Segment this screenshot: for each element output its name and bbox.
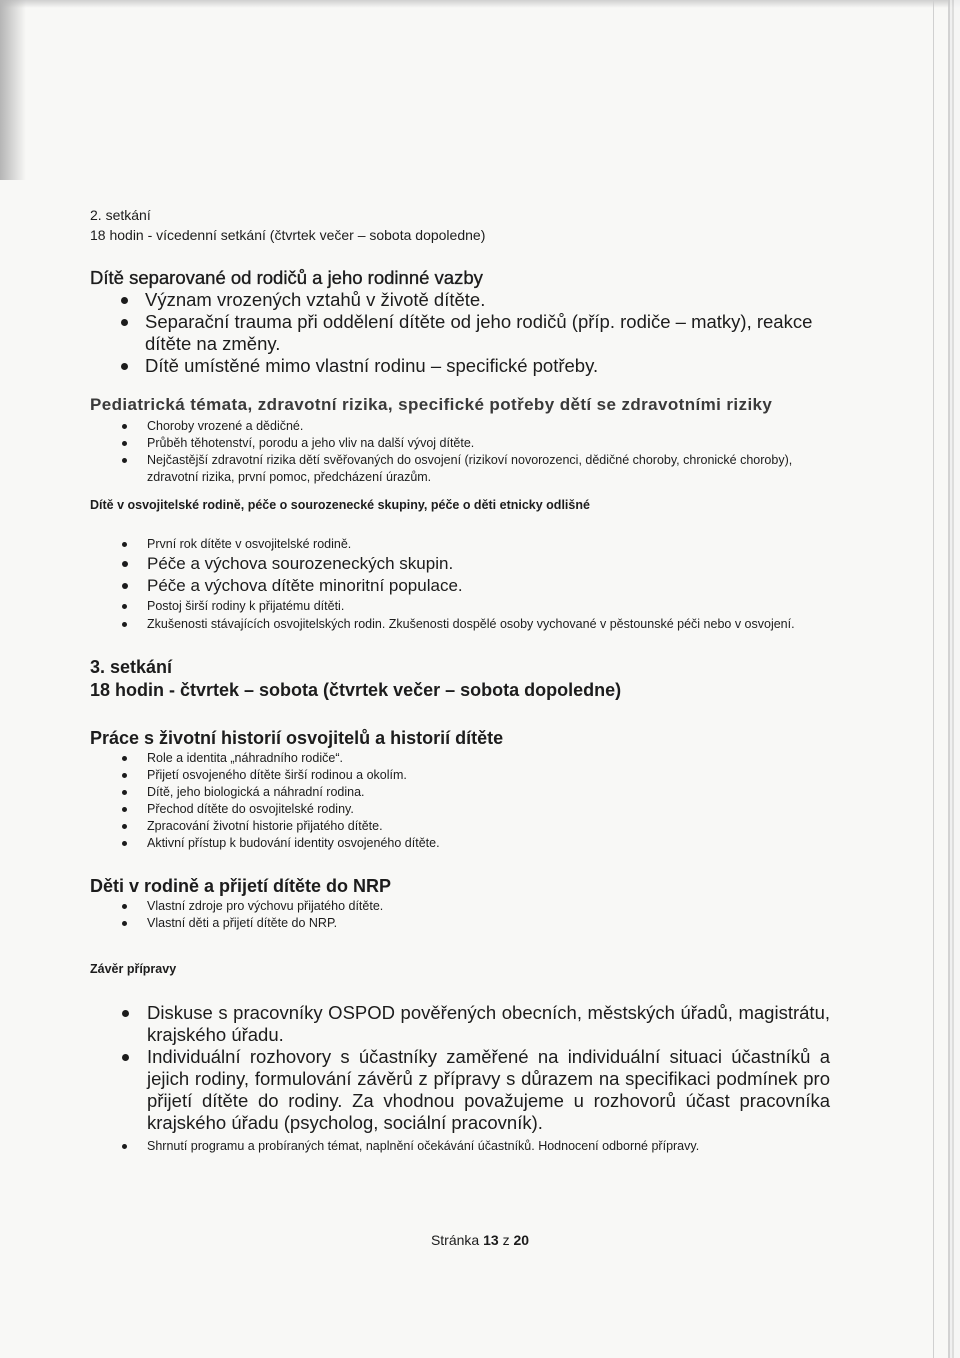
session-2-hours: 18 hodin - vícedenní setkání (čtvrtek večer – sobota dopoledne) bbox=[90, 227, 486, 243]
list-item: Dítě, jeho biologická a náhradní rodina. bbox=[147, 784, 830, 801]
section-foster-family-title: Dítě v osvojitelské rodině, péče o sourozenecké skupiny, péče o děti etnicky odlišné bbox=[90, 498, 590, 512]
section-pediatric-title: Pediatrická témata, zdravotní rizika, specifické potřeby dětí se zdravotními riziky bbox=[90, 395, 773, 414]
session-3-hours: 18 hodin - čtvrtek – sobota (čtvrtek večer – sobota dopoledne) bbox=[90, 680, 622, 700]
page-footer bbox=[0, 1232, 960, 1248]
session-3-number: 3. setkání bbox=[90, 657, 173, 677]
list-item: Průběh těhotenství, porodu a jeho vliv na další vývoj dítěte. bbox=[147, 435, 830, 452]
page-label: Stránka bbox=[430, 1232, 480, 1248]
list-item: Shrnutí programu a probíraných témat, naplnění očekávání účastníků. Hodnocení odborné přípravy. bbox=[147, 1137, 830, 1155]
list-item: Zpracování životní historie přijatého dítěte. bbox=[147, 818, 830, 835]
separated-child-list bbox=[145, 289, 830, 377]
list-item: Dítě umístěné mimo vlastní rodinu – specifické potřeby. bbox=[145, 355, 830, 377]
list-item: Nejčastější zdravotní rizika dětí svěřovaných do osvojení (rizikoví novorozenci, dědičné choroby, chronické choroby), zdravotní rizika, první pomoc, předcházení úrazům. bbox=[147, 452, 830, 486]
list-item: Přechod dítěte do osvojitelské rodiny. bbox=[147, 801, 830, 818]
list-item: Diskuse s pracovníky OSPOD pověřených obecních, městských úřadů, magistrátu, krajského úřadu. bbox=[147, 1002, 830, 1045]
list-item: Aktivní přístup k budování identity osvojeného dítěte. bbox=[147, 835, 830, 852]
page-of: z bbox=[502, 1232, 510, 1248]
scan-edge-left bbox=[0, 0, 26, 180]
list-item: Vlastní zdroje pro výchovu přijatého dítěte. bbox=[147, 898, 830, 915]
list-item: Individuální rozhovory s účastníky zaměřené na individuální situaci účastníků a jejich rodiny, formulování závěrů z přípravy s důrazem na specifikaci podmínek pro přijetí dítěte do rodiny. Za vhodnou považujeme u rozhovorů účast pracovníka krajského úřadu (psycholog, sociální pracovník). bbox=[147, 1046, 830, 1133]
list-item: Postoj širší rodiny k přijatému dítěti. bbox=[147, 597, 830, 615]
scan-edge-right bbox=[948, 0, 960, 1358]
children-list bbox=[147, 898, 830, 932]
section-separated-child-title: Dítě separované od rodičů a jeho rodinné vazby bbox=[90, 267, 483, 288]
list-item: První rok dítěte v osvojitelské rodině. bbox=[147, 535, 830, 553]
conclusion-list bbox=[147, 1002, 830, 1155]
session-2-header bbox=[90, 205, 830, 245]
list-item: Význam vrozených vztahů v životě dítěte. bbox=[145, 289, 830, 311]
list-item: Role a identita „náhradního rodiče“. bbox=[147, 750, 830, 767]
section-conclusion-title: Závěr přípravy bbox=[90, 962, 177, 976]
list-item: Vlastní děti a přijetí dítěte do NRP. bbox=[147, 915, 830, 932]
page-total: 20 bbox=[513, 1232, 530, 1248]
section-life-history-title: Práce s životní historií osvojitelů a historií dítěte bbox=[90, 728, 504, 748]
list-item: Zkušenosti stávajících osvojitelských rodin. Zkušenosti dospělé osoby vychované v pěstounské péči nebo v osvojení. bbox=[147, 615, 830, 633]
life-history-list bbox=[147, 750, 830, 852]
section-children-title: Děti v rodině a přijetí dítěte do NRP bbox=[90, 876, 392, 896]
document-page bbox=[90, 205, 830, 1155]
page-current: 13 bbox=[483, 1232, 499, 1248]
session-2-number: 2. setkání bbox=[90, 207, 151, 223]
list-item: Choroby vrozené a dědičné. bbox=[147, 418, 830, 435]
list-item: Péče a výchova dítěte minoritní populace. bbox=[147, 575, 830, 597]
foster-family-list bbox=[147, 535, 830, 633]
list-item: Separační trauma při oddělení dítěte od jeho rodičů (příp. rodiče – matky), reakce dítěte na změny. bbox=[145, 311, 830, 355]
list-item: Přijetí osvojeného dítěte širší rodinou a okolím. bbox=[147, 767, 830, 784]
pediatric-list bbox=[147, 418, 830, 486]
scan-edge-top bbox=[0, 0, 960, 8]
list-item: Péče a výchova sourozeneckých skupin. bbox=[147, 553, 830, 575]
scan-line bbox=[933, 0, 934, 1358]
